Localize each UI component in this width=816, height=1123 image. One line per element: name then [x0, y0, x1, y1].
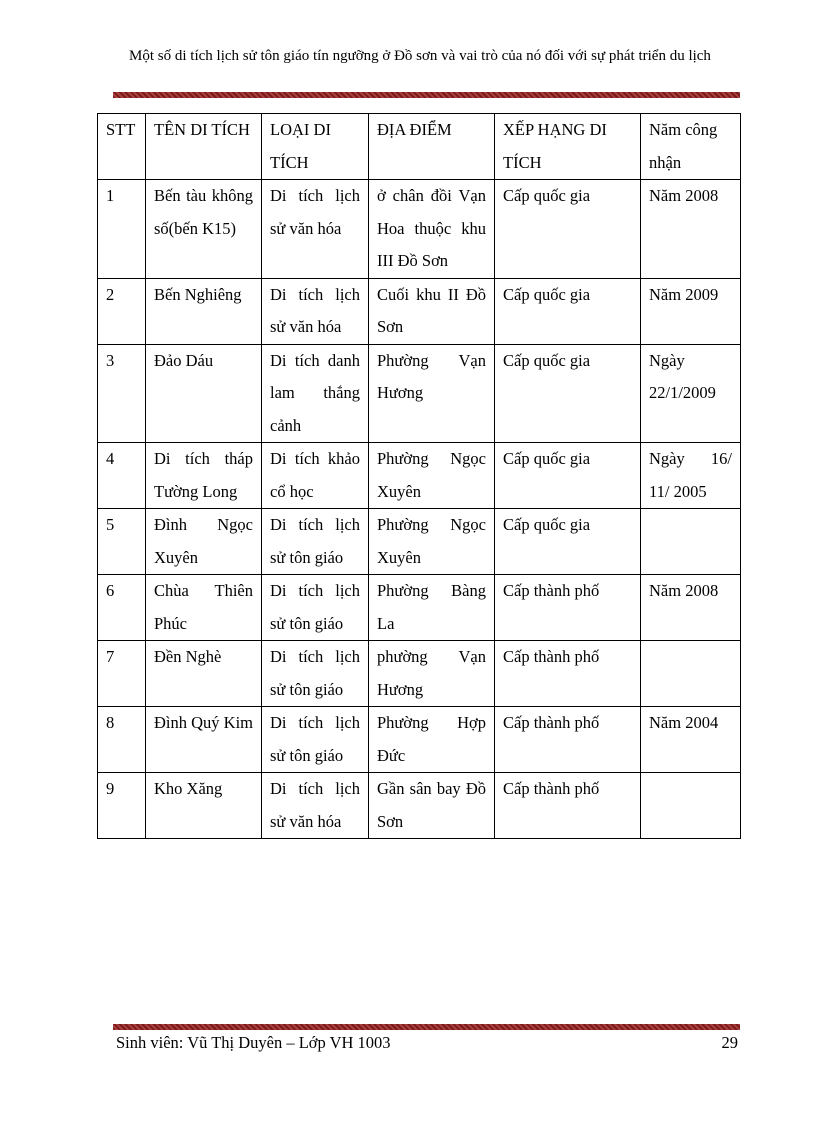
- header-rule: [113, 92, 740, 98]
- cell-location: Cuối khu II Đồ Sơn: [369, 278, 495, 344]
- column-header-location: ĐỊA ĐIỂM: [369, 114, 495, 180]
- cell-year: [641, 509, 741, 575]
- cell-location: Phường Vạn Hương: [369, 344, 495, 443]
- cell-location: phường Vạn Hương: [369, 641, 495, 707]
- cell-type: Di tích lịch sử tôn giáo: [262, 707, 369, 773]
- cell-year: Năm 2004: [641, 707, 741, 773]
- page-number: 29: [721, 1033, 738, 1052]
- cell-name: Đình Ngọc Xuyên: [146, 509, 262, 575]
- cell-rank: Cấp thành phố: [495, 575, 641, 641]
- cell-name: Bến tàu không số(bến K15): [146, 180, 262, 279]
- cell-year: Ngày 16/ 11/ 2005: [641, 443, 741, 509]
- cell-year: Năm 2009: [641, 278, 741, 344]
- column-header-stt: STT: [98, 114, 146, 180]
- cell-stt: 1: [98, 180, 146, 279]
- table-row: [98, 641, 741, 707]
- relics-table: [97, 113, 741, 839]
- cell-type: Di tích lịch sử tôn giáo: [262, 509, 369, 575]
- column-header-name: TÊN DI TÍCH: [146, 114, 262, 180]
- cell-name: Đình Quý Kim: [146, 707, 262, 773]
- cell-type: Di tích danh lam thắng cảnh: [262, 344, 369, 443]
- cell-stt: 2: [98, 278, 146, 344]
- cell-stt: 9: [98, 773, 146, 839]
- cell-location: Phường Bàng La: [369, 575, 495, 641]
- cell-stt: 5: [98, 509, 146, 575]
- table-header-row: [98, 114, 741, 180]
- cell-name: Đảo Dáu: [146, 344, 262, 443]
- cell-location: Phường Hợp Đức: [369, 707, 495, 773]
- cell-rank: Cấp quốc gia: [495, 344, 641, 443]
- cell-location: Phường Ngọc Xuyên: [369, 509, 495, 575]
- table-row: [98, 509, 741, 575]
- table-row: [98, 443, 741, 509]
- cell-rank: Cấp thành phố: [495, 641, 641, 707]
- cell-stt: 3: [98, 344, 146, 443]
- table-row: [98, 180, 741, 279]
- cell-rank: Cấp thành phố: [495, 707, 641, 773]
- cell-type: Di tích lịch sử văn hóa: [262, 278, 369, 344]
- table-row: [98, 707, 741, 773]
- cell-stt: 6: [98, 575, 146, 641]
- cell-stt: 8: [98, 707, 146, 773]
- cell-year: Năm 2008: [641, 180, 741, 279]
- table-row: [98, 344, 741, 443]
- cell-name: Kho Xăng: [146, 773, 262, 839]
- cell-rank: Cấp quốc gia: [495, 180, 641, 279]
- column-header-rank: XẾP HẠNG DI TÍCH: [495, 114, 641, 180]
- cell-year: [641, 773, 741, 839]
- cell-type: Di tích lịch sử văn hóa: [262, 773, 369, 839]
- cell-location: ở chân đồi Vạn Hoa thuộc khu III Đồ Sơn: [369, 180, 495, 279]
- cell-rank: Cấp thành phố: [495, 773, 641, 839]
- running-header: Một số di tích lịch sử tôn giáo tín ngưỡng ở Đồ sơn và vai trò của nó đối với sự phát triển du lịch: [129, 48, 711, 64]
- cell-stt: 4: [98, 443, 146, 509]
- cell-type: Di tích khảo cổ học: [262, 443, 369, 509]
- cell-year: Năm 2008: [641, 575, 741, 641]
- cell-name: Bến Nghiêng: [146, 278, 262, 344]
- cell-year: [641, 641, 741, 707]
- cell-rank: Cấp quốc gia: [495, 278, 641, 344]
- cell-name: Di tích tháp Tường Long: [146, 443, 262, 509]
- cell-year: Ngày 22/1/2009: [641, 344, 741, 443]
- cell-location: Phường Ngọc Xuyên: [369, 443, 495, 509]
- cell-name: Chùa Thiên Phúc: [146, 575, 262, 641]
- cell-type: Di tích lịch sử tôn giáo: [262, 575, 369, 641]
- cell-location: Gần sân bay Đồ Sơn: [369, 773, 495, 839]
- cell-type: Di tích lịch sử văn hóa: [262, 180, 369, 279]
- cell-rank: Cấp quốc gia: [495, 443, 641, 509]
- table-row: [98, 773, 741, 839]
- table-row: [98, 575, 741, 641]
- cell-stt: 7: [98, 641, 146, 707]
- cell-name: Đền Nghè: [146, 641, 262, 707]
- table-row: [98, 278, 741, 344]
- footer-rule: [113, 1024, 740, 1030]
- column-header-type: LOẠI DI TÍCH: [262, 114, 369, 180]
- cell-type: Di tích lịch sử tôn giáo: [262, 641, 369, 707]
- column-header-year: Năm công nhận: [641, 114, 741, 180]
- footer-author: Sinh viên: Vũ Thị Duyên – Lớp VH 1003: [116, 1033, 391, 1052]
- cell-rank: Cấp quốc gia: [495, 509, 641, 575]
- table-body: [98, 180, 741, 839]
